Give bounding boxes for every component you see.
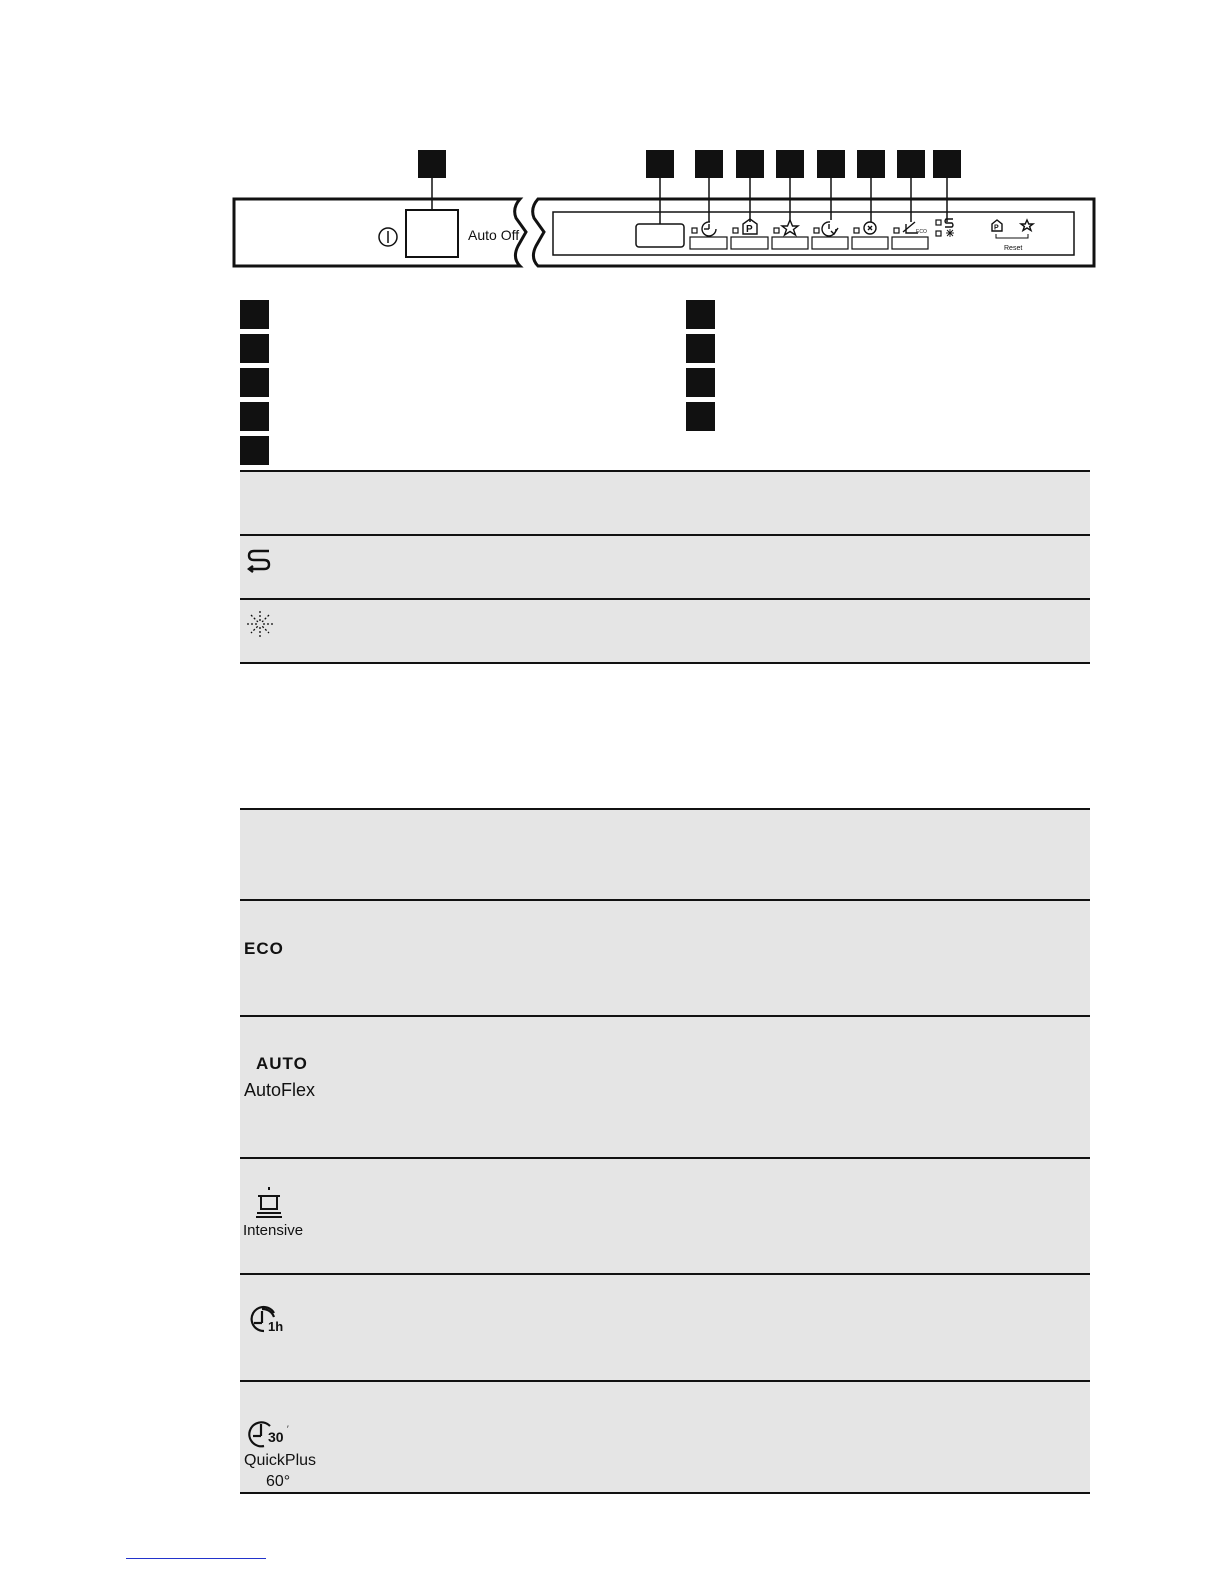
- button-xtradry[interactable]: [852, 237, 888, 249]
- auto-label: AUTO: [256, 1054, 308, 1073]
- programme-row-eco: [240, 899, 1090, 1016]
- power-icon: [379, 228, 397, 246]
- xtradry-icon: [864, 222, 876, 234]
- svg-text:P: P: [994, 224, 999, 232]
- programmes-table: [240, 808, 1090, 1498]
- reset-label: Reset: [1004, 245, 1023, 252]
- legend-marker-6: [686, 300, 715, 329]
- indicators-header-row: [240, 470, 1090, 535]
- display: [636, 224, 684, 247]
- panel-right-segment: [533, 199, 1094, 266]
- salt-icon: [244, 608, 276, 640]
- legend-marker-2: [240, 334, 269, 363]
- callout-8: [897, 150, 925, 178]
- intensive-label: Intensive: [243, 1222, 304, 1239]
- button-my-favourite[interactable]: [731, 237, 768, 249]
- callout-9: [933, 150, 961, 178]
- svg-text:ECO: ECO: [916, 229, 927, 235]
- legend-marker-9: [686, 402, 715, 431]
- callout-4: [736, 150, 764, 178]
- indicator-row-rinse-aid: [240, 534, 1090, 599]
- led-eco-option: [894, 228, 899, 233]
- button-favourite[interactable]: [772, 237, 808, 249]
- button-time-manager[interactable]: [812, 237, 848, 249]
- eco-option-icon: [903, 222, 927, 235]
- auto-off-label: Auto Off: [468, 227, 520, 243]
- button-delay-start[interactable]: [690, 237, 727, 249]
- clock-30-icon: [248, 1418, 308, 1454]
- led-time-manager: [814, 228, 819, 233]
- led-favourite: [774, 228, 779, 233]
- clock-1h-icon: [248, 1303, 298, 1343]
- programmes-header-row: [240, 808, 1090, 900]
- callout-6: [817, 150, 845, 178]
- callout-1: [418, 150, 446, 178]
- led-rinse-aid: [936, 220, 941, 225]
- button-eco-option[interactable]: [892, 237, 928, 249]
- programme-row-1h: [240, 1273, 1090, 1381]
- reset-bracket: [996, 234, 1028, 238]
- legend-marker-1: [240, 300, 269, 329]
- legend-marker-7: [686, 334, 715, 363]
- callout-3: [695, 150, 723, 178]
- legend-marker-8: [686, 368, 715, 397]
- rinse-aid-icon: [244, 544, 274, 574]
- programme-row-autoflex: [240, 1015, 1090, 1158]
- quickplus-label: QuickPlus: [244, 1452, 317, 1469]
- salt-indicator-icon: [946, 229, 954, 237]
- callout-markers: [418, 150, 961, 178]
- quickplus-temperature-label: 60°: [266, 1473, 291, 1490]
- autoflex-label: AutoFlex: [244, 1080, 316, 1100]
- svg-text:1h: 1h: [268, 1319, 284, 1334]
- led-my-favourite: [733, 228, 738, 233]
- eco-label: ECO: [244, 939, 284, 958]
- time-manager-icon: [822, 222, 838, 236]
- callout-2: [646, 150, 674, 178]
- programme-row-intensive: [240, 1157, 1090, 1274]
- svg-text:′: ′: [287, 1424, 289, 1434]
- indicators-table: [240, 470, 1090, 666]
- legend-marker-5: [240, 436, 269, 465]
- led-xtradry: [854, 228, 859, 233]
- reset-star-icon: [1021, 220, 1033, 231]
- favourite-star-icon: [782, 220, 798, 235]
- delay-start-icon: [702, 222, 716, 236]
- indicator-row-salt: [240, 598, 1090, 664]
- legend-marker-4: [240, 402, 269, 431]
- svg-text:P: P: [746, 224, 753, 235]
- footer-link-underline[interactable]: [126, 1558, 266, 1559]
- legend-marker-3: [240, 368, 269, 397]
- led-delay-start: [692, 228, 697, 233]
- on-off-button[interactable]: [406, 210, 458, 257]
- rinse-aid-indicator-icon: [945, 219, 953, 227]
- svg-text:30: 30: [268, 1429, 284, 1445]
- reset-my-favourite-icon: [992, 220, 1002, 232]
- control-panel-diagram: [0, 0, 1225, 300]
- callout-7: [857, 150, 885, 178]
- programme-row-quickplus: [240, 1380, 1090, 1494]
- led-salt: [936, 231, 941, 236]
- callout-5: [776, 150, 804, 178]
